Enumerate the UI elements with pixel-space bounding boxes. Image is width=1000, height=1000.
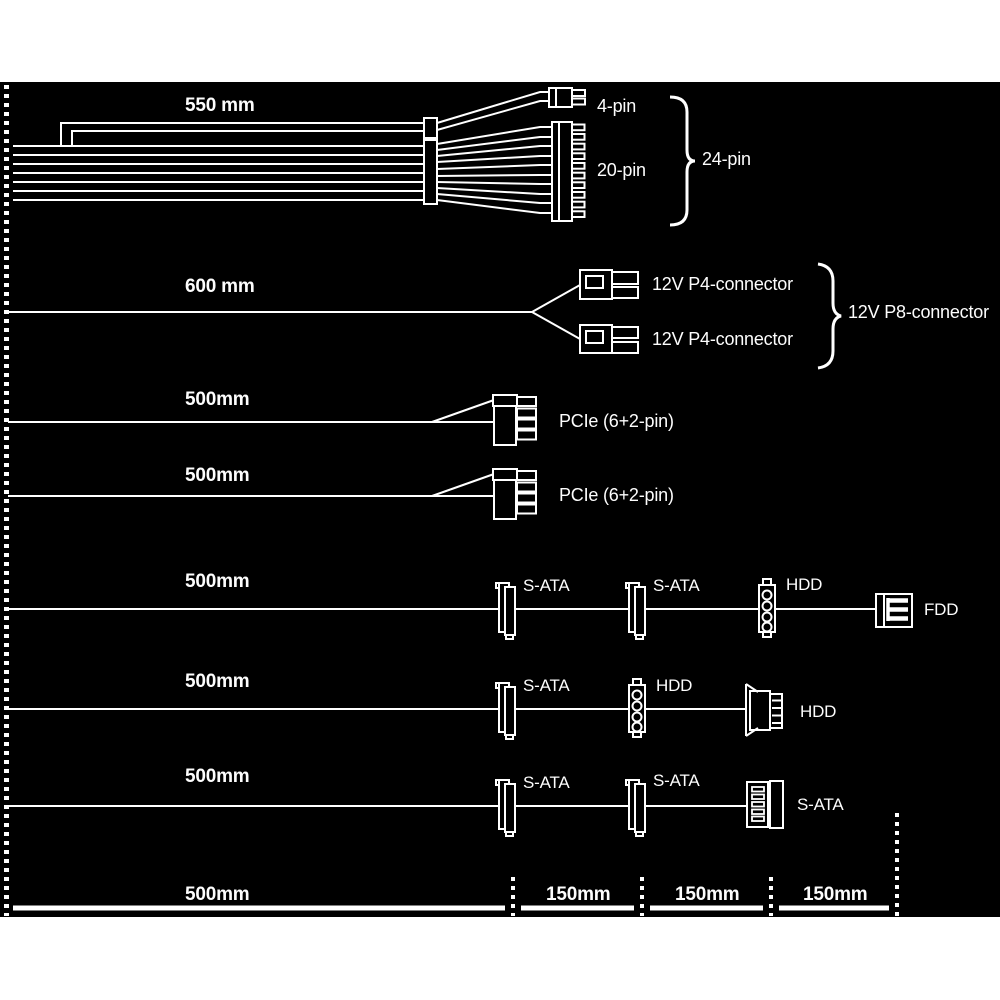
group-label-p8: 12V P8-connector [848,302,989,322]
connector-label-sata: S-ATA [523,676,570,695]
connector-label-sata: S-ATA [653,576,700,595]
length-label-peri3: 500mm [185,766,250,787]
connector-label-pcie1: PCIe (6+2-pin) [559,411,674,431]
scale-label-150mm: 150mm [546,884,611,905]
length-label-peri2: 500mm [185,671,250,692]
connector-4pin [549,88,585,107]
cable-tie [424,118,437,138]
connector-label-hdd: HDD [656,676,693,695]
scale-label-150mm: 150mm [675,884,740,905]
connector-sata-pass [496,780,515,836]
connector-fdd-end [876,594,912,627]
length-label-cpu: 600 mm [185,276,255,297]
connector-label-fdd: FDD [924,600,959,619]
connector-sata-pass [496,683,515,739]
length-label-peri1: 500mm [185,571,250,592]
connector-molex-pass [629,679,645,737]
connector-label-sata: S-ATA [523,773,570,792]
cable-tie [424,140,437,204]
connector-label-pcie2: PCIe (6+2-pin) [559,485,674,505]
scale-label-150mm: 150mm [803,884,868,905]
length-label-pcie2: 500mm [185,465,250,486]
connector-label-hdd: HDD [786,575,823,594]
connector-sata-pass [626,780,645,836]
connector-label-sata: S-ATA [523,576,570,595]
connector-label-sata: S-ATA [653,771,700,790]
length-label-atx: 550 mm [185,95,255,116]
connector-label-4pin: 4-pin [597,96,637,116]
connector-sata-pass [496,583,515,639]
connector-label-sata: S-ATA [797,795,844,814]
scale-label-500mm: 500mm [185,884,250,905]
connector-label-p4-top: 12V P4-connector [652,274,793,294]
group-label-24pin: 24-pin [702,149,751,169]
connector-label-hdd: HDD [800,702,837,721]
connector-molex-pass [759,579,775,637]
connector-sata-pass [626,583,645,639]
connector-label-p4-bot: 12V P4-connector [652,329,793,349]
atx-fan-wire [437,175,552,176]
length-label-pcie1: 500mm [185,389,250,410]
connector-sata-end [747,781,783,828]
connector-label-20pin: 20-pin [597,160,646,180]
